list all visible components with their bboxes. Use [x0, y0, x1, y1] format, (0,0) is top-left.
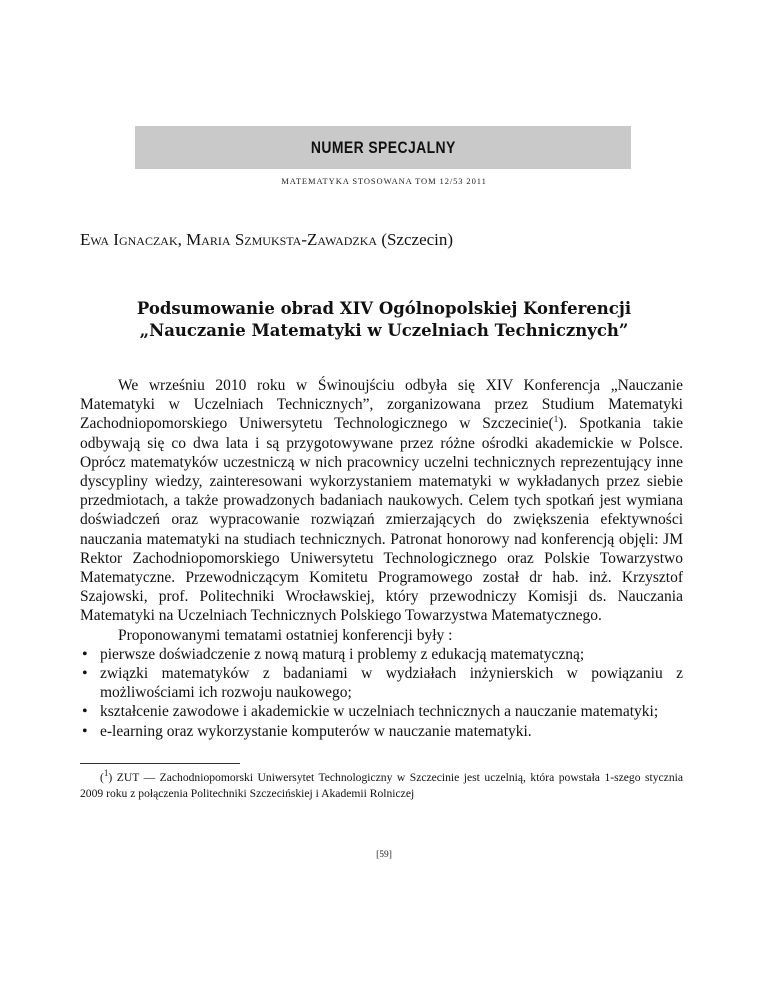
footnote-reference: 1: [553, 414, 559, 425]
paragraph-intro-part2: ). Spotkania takie odbywają się co dwa lata i są przygotowywane przez różne ośrodki akademickie w Polsce. Oprócz matematyków uczestniczą w nich pracownicy uczelni technicznych reprezentujący inne dyscypliny wiedzy, zainteresowani wykorzystaniem matematyki w wykładanych przez siebie przedmiotach, a także prowadzonych badaniach naukowych. Celem tych spotkań jest wymiana doświadczeń oraz wypracowanie rozwiązań zmierzających do zwiększenia efektywności nauczania matematyki na studiach technicznych. Patronat honorowy nad konferencją objęli: JM Rektor Zachodniopomorskiego Uniwersytetu Technologicznego oraz Polskie Towarzystwo Matematyczne. Przewodniczącym Komitetu Programowego został dr hab. inż. Krzysztof Szajowski, prof. Politechniki Wrocławskiej, który przewodniczy Komisji ds. Nauczania Matematyki na Uczelniach Technicznych Polskiego Towarzystwa Matematycznego.: [80, 415, 683, 625]
author-2: Maria Szmuksta-Zawadzka: [186, 230, 378, 249]
journal-header: MATEMATYKA STOSOWANA TOM 12/53 2011: [281, 176, 487, 186]
footnote-content: [80, 770, 683, 801]
footnote: [80, 770, 683, 801]
footnote-text: ZUT — Zachodniopomorski Uniwersytet Technologiczny w Szczecinie jest uczelnią, która powstała 1-szego stycznia 2009 roku z połączenia Politechniki Szczecińskiej i Akademii Rolniczej: [80, 771, 683, 800]
footnote-mark-number: 1: [103, 768, 109, 779]
authors-separator: ,: [177, 230, 187, 249]
title-line-1: Podsumowanie obrad XIV Ogólnopolskiej Konferencji: [136, 299, 632, 318]
paragraph-intro-part1: We wrześniu 2010 roku w Świnoujściu odbyła się XIV Konferencja „Nauczanie Matematyki w Uczelniach Technicznych”, zorganizowana przez Studium Matematyki Zachodniopomorskiego Uniwersytetu Technologicznego w Szczecinie(: [80, 377, 683, 433]
author-1: Ewa Ignaczak: [80, 230, 178, 249]
banner-text: NUMER SPECJALNY: [310, 137, 456, 157]
authors-line: [80, 230, 453, 250]
paragraph-intro: [80, 376, 683, 626]
special-issue-banner: [135, 126, 631, 169]
list-item: • e-learning oraz wykorzystanie komputerów w nauczanie matematyki.: [80, 722, 683, 741]
topics-list: [80, 645, 683, 741]
list-item: • związki matematyków z badaniami w wydziałach inżynierskich w powiązaniu z możliwościami ich rozwoju naukowego;: [80, 664, 683, 702]
footnote-mark-open: (: [100, 771, 104, 784]
page-number: [59]: [376, 850, 392, 860]
footnote-divider: [80, 763, 240, 764]
paragraph-topics-intro: Proponowanymi tematami ostatniej konferencji były :: [118, 626, 453, 644]
list-item: • pierwsze doświadczenie z nową maturą i problemy z edukacją matematyczną;: [80, 645, 683, 664]
footnote-mark-close: ): [108, 771, 113, 784]
article-title: [0, 298, 768, 342]
author-location: (Szczecin): [377, 230, 454, 249]
title-line-2: „Nauczanie Matematyki w Uczelniach Technicznych”: [139, 321, 629, 340]
list-item: • kształcenie zawodowe i akademickie w uczelniach technicznych a nauczanie matematyki;: [80, 702, 683, 721]
article-body: [80, 376, 683, 741]
